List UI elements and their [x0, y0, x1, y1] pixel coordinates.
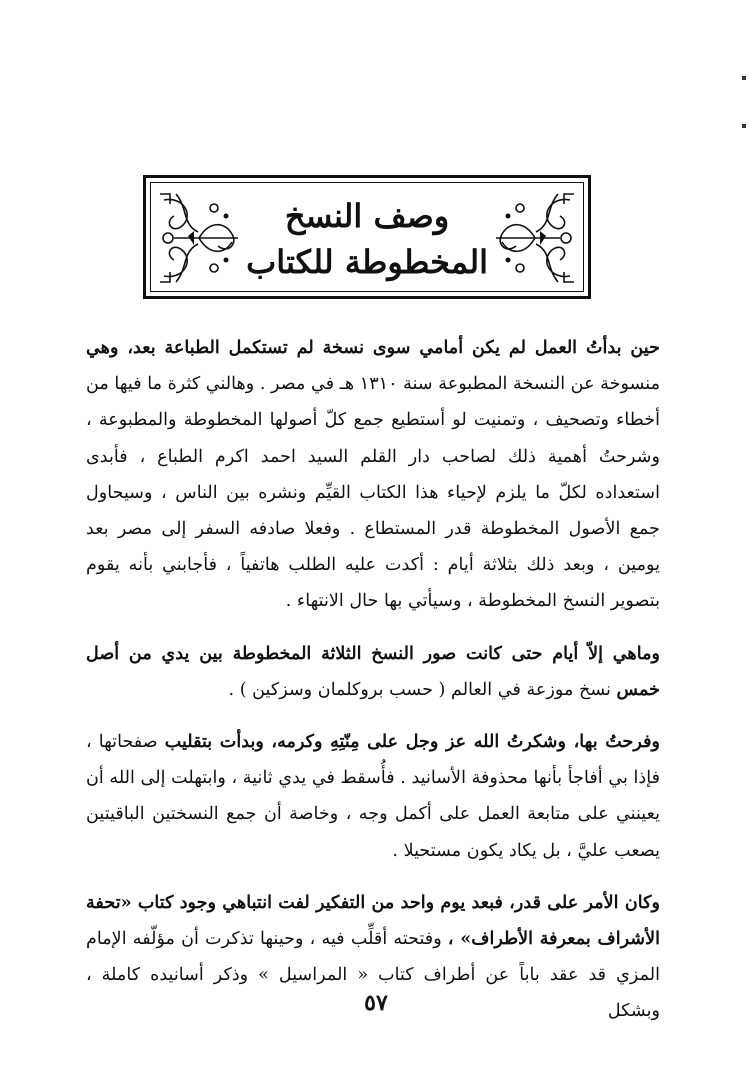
paragraph-1-text: منسوخة عن النسخة المطبوعة سنة ١٣١٠ هـ في مصر . وهالني كثرة ما فيها من أخطاء وتصحيف ، وتمنيت لو أستطيع جمع كلّ أصولها المخطوطة والمطبوعة ، وشرحتُ أهمية ذلك لصاحب دار القلم السيد احمد اكرم الطباع ، فأبدى استعداده لكلّ ما يلزم لإحياء هذا الكتاب القيِّم ونشره بين الناس ، وسيحاول جمع الأصول المخطوطة قدر المستطاع . وفعلا صادفه السفر إلى مصر بعد يومين ، وبعد ذلك بثلاثة أيام : أكدت عليه الطلب هاتفياً ، فأجابني بأنه يقوم بتصوير النسخ المخطوطة ، وسيأتي بها حال الانتهاء . — [86, 374, 660, 612]
scan-speck — [742, 76, 746, 80]
paragraph-3-text: صفحاتها ، فإذا بي أفاجأ بأنها محذوفة الأسانيد . فأُسقط في يدي ثانية ، وابتهلت إلى الله أن يعينني على متابعة العمل على أكمل وجه ، وخاصة أن جمع النسختين الباقيتين يصعب عليَّ ، بل يكاد يكون مستحيلا . — [86, 732, 660, 861]
title-frame — [143, 175, 591, 299]
page-number: ٥٧ — [364, 990, 388, 1016]
chapter-title — [246, 192, 488, 286]
chapter-title-line-2: المخطوطة للكتاب — [246, 243, 488, 281]
paragraph-2-lead: وماهي إلاّ أيام حتى كانت صور النسخ الثلاثة المخطوطة بين يدي من أصل خمس — [86, 642, 660, 700]
left-ornament-icon — [154, 186, 244, 290]
right-ornament-icon — [490, 186, 580, 290]
body-text — [86, 330, 660, 1046]
paragraph-1-lead: حين بدأتُ العمل لم يكن أمامي سوى نسخة لم تستكمل الطباعة بعد، وهي — [86, 337, 660, 358]
paragraph-4-text: وفتحته أقلِّب فيه ، وحينها تذكرت أن مؤلّفه الإمام المزي قد عقد باباً عن أطراف كتاب « المراسيل » وذكر أسانيده كاملة ، وبشكل — [86, 929, 660, 1022]
paragraph-2 — [86, 636, 660, 708]
paragraph-4-lead: وكان الأمر على قدر، فبعد يوم واحد من التفكير لفت انتباهي وجود كتاب «تحفة الأشراف بمعرفة الأطراف» ، — [86, 891, 660, 950]
paragraph-1 — [86, 330, 660, 620]
scan-speck — [742, 124, 746, 128]
paragraph-3 — [86, 724, 660, 869]
paragraph-3-lead: وفرحتُ بها، وشكرتُ الله عز وجل على مِنّتِهِ وكرمه، وبدأت بتقليب — [164, 731, 660, 753]
paragraph-2-text: نسخ موزعة في العالم ( حسب بروكلمان وسزكين ) . — [228, 679, 617, 700]
chapter-title-line-1: وصف النسخ — [284, 197, 450, 235]
